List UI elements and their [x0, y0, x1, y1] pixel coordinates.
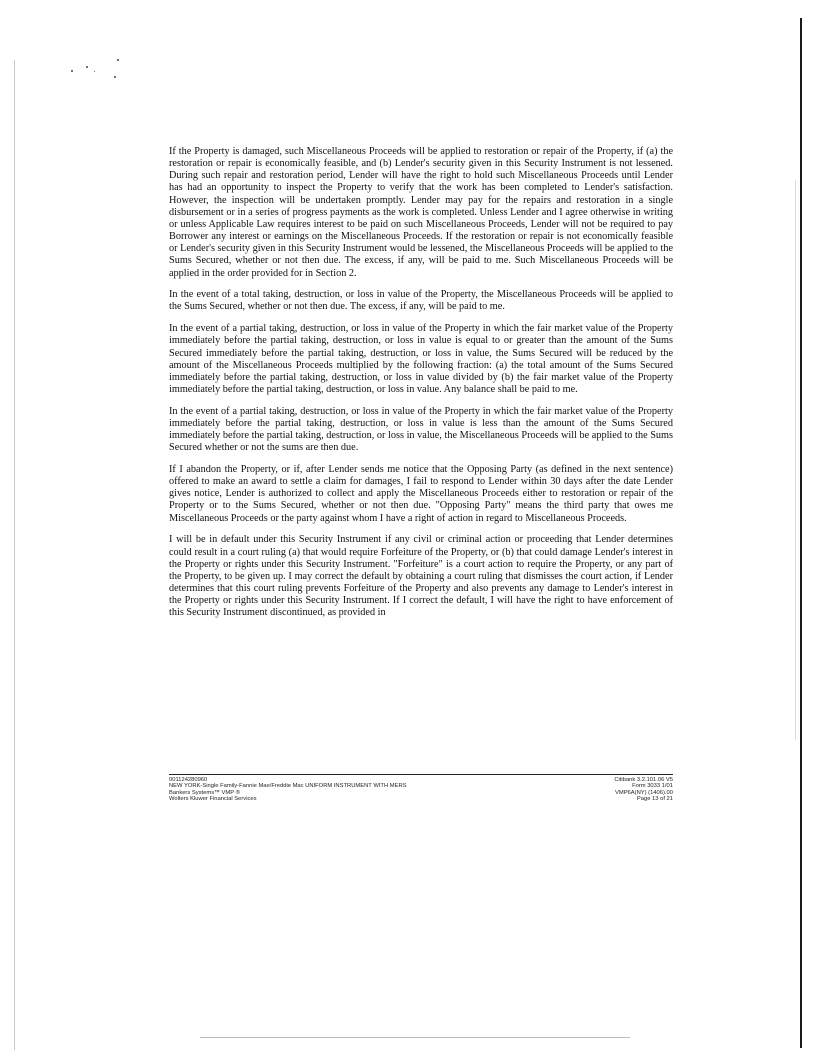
scan-edge-right: [800, 18, 802, 1048]
publisher: Bankers Systems™ VMP ®: [169, 789, 240, 796]
scan-edge-right-faint: [795, 180, 796, 740]
scan-edge-left: [14, 60, 15, 1050]
footer-right-block: [523, 777, 673, 803]
paragraph-abandonment: If I abandon the Property, or if, after Lender sends me notice that the Opposing Party (as defined in the next sentence) offered to make an award to settle a claim for damages, I fail to respond to Lender within 30 days after the date Lender gives notice, Lender is authorized to collect and apply the Miscellaneous Proceeds either to restoration or repair of the Property or to the Sums Secured, whether or not then due. "Opposing Party" means the third party that owes me Miscellaneous Proceeds or the party against whom I have a right of action in regard to Miscellaneous Proceeds.: [169, 463, 673, 524]
paragraph-restoration: If the Property is damaged, such Miscellaneous Proceeds will be applied to restoration or repair of the Property, if (a) the restoration or repair is economically feasible, and (b) Lender's security given in this Security Instrument is not lessened. During such repair and restoration period, Lender will have the right to hold such Miscellaneous Proceeds until Lender has had an opportunity to inspect the Property to verify that the work has been completed to Lender's satisfaction. However, the inspection will be undertaken promptly. Lender may pay for the repairs and restoration in a single disbursement or in a series of progress payments as the work is completed. Unless Lender and I agree otherwise in writing or unless Applicable Law requires interest to be paid on such Miscellaneous Proceeds, Lender will not be required to pay Borrower any interest or earnings on the Miscellaneous Proceeds. If the restoration or repair is not economically feasible or Lender's security given in this Security Instrument would be lessened, the Miscellaneous Proceeds will be applied to the Sums Secured, whether or not then due. The excess, if any, will be paid to me. Such Miscellaneous Proceeds will be applied in the order provided for in Section 2.: [169, 146, 673, 279]
document-body: [169, 146, 673, 629]
paragraph-total-taking: In the event of a total taking, destruction, or loss in value of the Property, the Miscellaneous Proceeds will be applied to the Sums Secured, whether or not then due. The excess, if any, will be paid to me.: [169, 289, 673, 313]
form-number: Form 3033 1/01: [632, 783, 673, 790]
paragraph-default-forfeiture: I will be in default under this Security Instrument if any civil or criminal action or proceeding that Lender determines could result in a court ruling (a) that would require Forfeiture of the Property, or (b) that could damage Lender's interest in the Property or rights under this Security Instrument. "Forfeiture" is a court action to require the Property, or any part of the Property, to be given up. I may correct the default by obtaining a court ruling that dismisses the court action, if Lender determines that this court ruling prevents Forfeiture of the Property and also prevents any damage to Lender's interest in the Property or rights under this Security Instrument. If I correct the default, I will have the right to have enforcement of this Security Instrument discontinued, as provided in: [169, 534, 673, 619]
paragraph-partial-taking-greater: In the event of a partial taking, destruction, or loss in value of the Property in which the fair market value of the Property immediately before the partial taking, destruction, or loss in value is equal to or greater than the amount of the Sums Secured immediately before the partial taking, destruction, or loss in value, the Sums Secured will be reduced by the amount of the Miscellaneous Proceeds multiplied by the following fraction: (a) the total amount of the Sums Secured immediately before the partial taking, destruction, or loss in value divided by (b) the fair market value of the Property immediately before the partial taking, destruction, or loss in value. Any balance shall be paid to me.: [169, 323, 673, 395]
footer-divider: [169, 774, 673, 775]
scan-speck: [86, 66, 88, 68]
page-number: Page 13 of 21: [636, 796, 673, 803]
loan-number: 001124280960: [169, 777, 208, 783]
scan-speck: [114, 76, 116, 78]
scan-bottom-line: [200, 1037, 630, 1038]
scan-speck: [71, 70, 73, 72]
form-code: VMP6A(NY) (1406).00: [615, 789, 673, 796]
scan-speck: [117, 59, 119, 61]
form-description: NEW YORK-Single Family-Fannie Mae/Freddie Mac UNIFORM INSTRUMENT WITH MERS: [169, 783, 407, 790]
scan-speck: [94, 71, 95, 72]
footer-left-block: [169, 777, 509, 803]
lender-version: Citibank 3.2.101.06 V5: [614, 777, 673, 783]
paragraph-partial-taking-less: In the event of a partial taking, destruction, or loss in value of the Property in which the fair market value of the Property immediately before the partial taking, destruction, or loss in value is less than the amount of the Sums Secured immediately before the partial taking, destruction, or loss in value, the Miscellaneous Proceeds will be applied to the Sums Secured whether or not the sums are then due.: [169, 405, 673, 454]
publisher-company: Wolters Kluwer Financial Services: [169, 796, 257, 803]
